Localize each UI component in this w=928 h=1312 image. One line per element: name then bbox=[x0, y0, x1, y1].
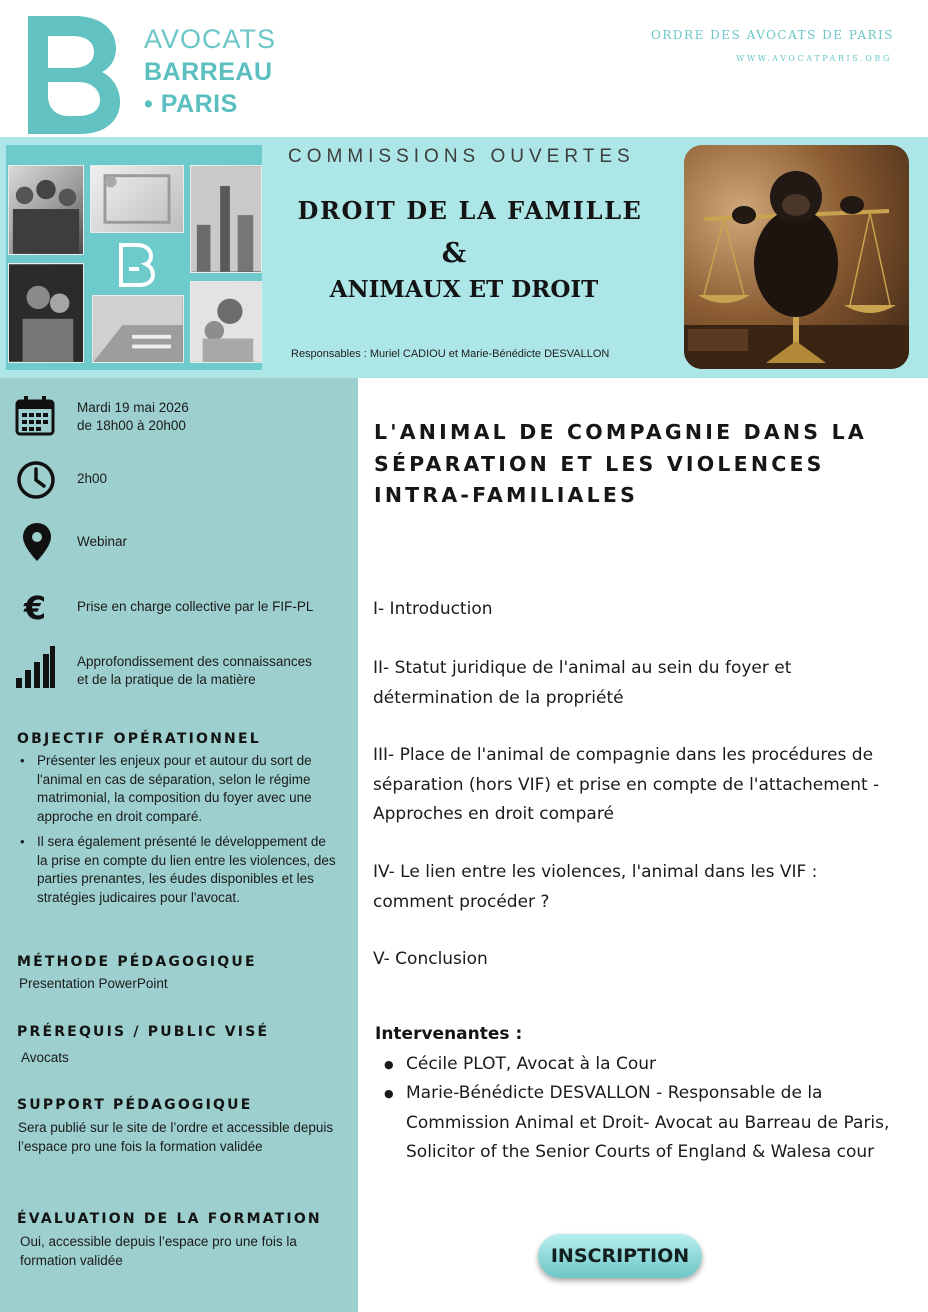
banner-title-animaux: ANIMAUX ET DROIT bbox=[329, 276, 599, 303]
prerequis-text: Avocats bbox=[21, 1050, 69, 1065]
banner-ampersand: & bbox=[441, 238, 467, 269]
methode-heading: MÉTHODE PÉDAGOGIQUE bbox=[17, 954, 257, 970]
event-date-time: de 18h00 à 20h00 bbox=[77, 418, 186, 433]
clock-icon bbox=[15, 459, 57, 501]
session-title: L'ANIMAL DE COMPAGNIE DANS LA SÉPARATION ET LES VIOLENCES INTRA-FAMILIALES bbox=[374, 420, 867, 507]
calendar-icon bbox=[14, 394, 56, 436]
evaluation-heading: ÉVALUATION DE LA FORMATION bbox=[17, 1211, 322, 1227]
banner-title-famille: DROIT DE LA FAMILLE bbox=[297, 196, 643, 225]
event-duration: 2h00 bbox=[77, 471, 108, 486]
banner-kicker: COMMISSIONS OUVERTES bbox=[288, 146, 635, 167]
photo-collage bbox=[6, 145, 262, 370]
signal-bars-icon bbox=[14, 646, 56, 688]
city-skyline-photo bbox=[190, 165, 262, 273]
logo-wordmark bbox=[144, 26, 276, 117]
support-heading: SUPPORT PÉDAGOGIQUE bbox=[17, 1097, 253, 1113]
event-funding: Prise en charge collective par le FIF-PL bbox=[77, 599, 314, 614]
inscription-button[interactable]: INSCRIPTION bbox=[538, 1234, 702, 1278]
outline-item: V- Conclusion bbox=[373, 949, 488, 969]
event-level-line2: et de la pratique de la matière bbox=[77, 672, 256, 687]
outline-item: IV- Le lien entre les violences, l'animal dans les VIF : comment procéder ? bbox=[373, 862, 818, 912]
objectif-bullet: • Il sera également présenté le développement de la prise en compte du lien entre les violences, des parties prenantes, les éudes disponibles et les stratégies judicaires pour l'avocat. bbox=[18, 833, 336, 908]
outline-item: III- Place de l'animal de compagnie dans les procédures de séparation (hors VIF) et prise en compte de l'attachement - Approches en droit comparé bbox=[373, 745, 880, 824]
collage-logo-icon bbox=[119, 243, 155, 287]
banner-responsables: Responsables : Muriel CADIOU et Marie-Bénédicte DESVALLON bbox=[291, 348, 610, 360]
mother-child-photo bbox=[190, 281, 262, 363]
event-location: Webinar bbox=[77, 534, 128, 549]
website-link[interactable]: WWW.AVOCATPARIS.ORG bbox=[736, 54, 892, 63]
objectif-list bbox=[18, 752, 336, 914]
chimpanzee-scales-photo bbox=[684, 145, 909, 369]
ornament-photo bbox=[90, 165, 184, 233]
outline-item: I- Introduction bbox=[373, 599, 493, 619]
logo-line-barreau: BARREAU bbox=[144, 58, 273, 86]
svg-text:€: € bbox=[23, 589, 47, 627]
event-date bbox=[77, 399, 189, 435]
intervenant-item: ● Marie-Bénédicte DESVALLON - Responsable de la Commission Animal et Droit- Avocat au Barreau de Paris, Solicitor of the Senior Courts of England & Walesa cour bbox=[384, 1079, 904, 1167]
methode-text: Presentation PowerPoint bbox=[19, 976, 168, 991]
event-date-day: Mardi 19 mai 2026 bbox=[77, 400, 189, 415]
objectif-heading: OBJECTIF OPÉRATIONNEL bbox=[17, 731, 261, 747]
event-level bbox=[77, 653, 312, 689]
outline-item: II- Statut juridique de l'animal au sein du foyer et détermination de la propriété bbox=[373, 658, 792, 708]
prerequis-heading: PRÉREQUIS / PUBLIC VISÉ bbox=[17, 1024, 270, 1040]
staircase-photo bbox=[92, 295, 184, 363]
couple-photo bbox=[8, 263, 84, 363]
intervenant-item: ● Cécile PLOT, Avocat à la Cour bbox=[384, 1050, 904, 1079]
objectif-bullet: • Présenter les enjeux pour et autour du sort de l'animal en cas de séparation, selon le régime matrimonial, la composition du foyer avec une approche en droit comparé. bbox=[18, 752, 336, 827]
banner bbox=[0, 137, 928, 378]
logo-line-paris: • PARIS bbox=[144, 90, 238, 118]
intervenants-heading: Intervenantes : bbox=[375, 1024, 523, 1044]
sidebar bbox=[0, 378, 358, 1312]
family-group-photo bbox=[8, 165, 84, 255]
location-pin-icon bbox=[16, 521, 58, 563]
intervenants-list bbox=[384, 1050, 904, 1167]
ordre-label: ORDRE DES AVOCATS DE PARIS bbox=[651, 28, 894, 42]
event-level-line1: Approfondissement des connaissances bbox=[77, 654, 312, 669]
euro-icon bbox=[14, 586, 56, 628]
evaluation-text: Oui, accessible depuis l’espace pro une fois la formation validée bbox=[20, 1234, 297, 1268]
logo-line-avocats: AVOCATS bbox=[144, 24, 277, 54]
barreau-logo-icon bbox=[28, 16, 120, 134]
support-text: Sera publié sur le site de l’ordre et accessible depuis l’espace pro une fois la formation validée bbox=[18, 1120, 334, 1154]
